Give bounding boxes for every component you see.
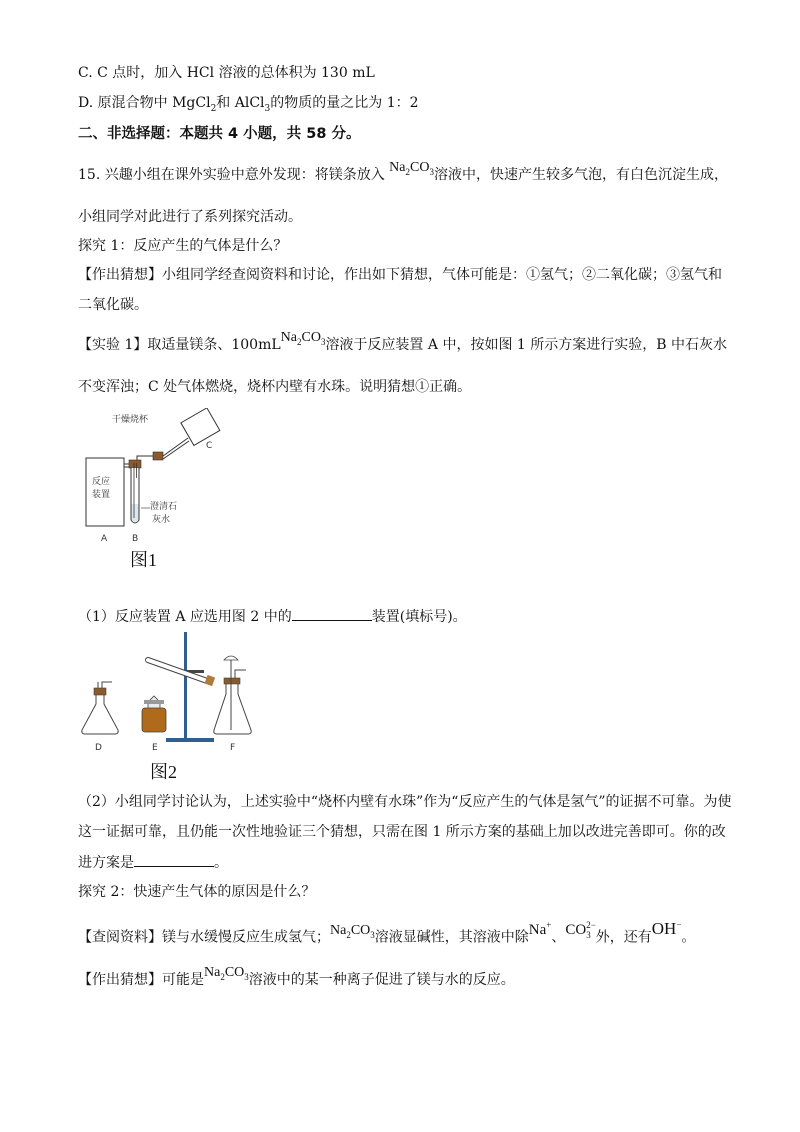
label-c: C	[206, 441, 213, 451]
sub-question-2-line-2: 这一证据可靠，且仍能一次性地验证三个猜想，只需在图 1 所示方案的基础上加以改进完善即可。你的改	[78, 824, 726, 840]
answer-blank-2[interactable]	[134, 852, 214, 867]
sub-question-2-line-3: 进方案是 。	[78, 852, 228, 873]
device-label-2: 装置	[92, 490, 111, 500]
option-d: D. 原混合物中 MgCl$_2$和 AlCl$_3$的物质的量之比为 1：2	[78, 95, 419, 114]
cup-label: 干燥烧杯	[112, 415, 149, 425]
explore-1-heading: 探究 1：反应产生的气体是什么？	[78, 238, 288, 254]
figure-1-apparatus	[78, 408, 248, 544]
hypothesis-line-1: 【作出猜想】小组同学经查阅资料和讨论，作出如下猜想，气体可能是：①氢气；②二氧化碳；③氢气和	[78, 267, 722, 283]
figure-2-apparatus	[78, 630, 268, 755]
flask-f[interactable]	[214, 656, 251, 734]
option-c: C. C 点时，加入 HCl 溶液的总体积为 130 mL	[78, 65, 375, 81]
label-d: D	[95, 743, 102, 753]
formula-na2co3: $Na_2CO_3$	[280, 330, 326, 347]
ion-na: Na+	[528, 919, 552, 938]
hypothesis-2-line: 【作出猜想】可能是$Na_2CO_3$溶液中的某一种离子促进了镁与水的反应。	[78, 965, 515, 988]
label-f: F	[230, 743, 236, 753]
figure-2-caption: 图2	[150, 762, 177, 782]
label-b: B	[132, 534, 139, 544]
experiment-1-line-2: 不变浑浊；C 处气体燃烧，烧杯内壁有水珠。说明猜想①正确。	[78, 379, 472, 395]
explore-2-heading: 探究 2：快速产生气体的原因是什么？	[78, 884, 316, 900]
reference-line: 【查阅资料】镁与水缓慢反应生成氢气；$Na_2CO_3$溶液显碱性，其溶液中除Na+、CO 2− 3 外，还有OH−。	[78, 918, 696, 946]
lime-label-2: 灰水	[152, 515, 171, 525]
figure-1-caption: 图1	[130, 550, 157, 570]
answer-blank-1[interactable]	[292, 606, 372, 621]
hypothesis-line-2: 二氧化碳。	[78, 297, 148, 313]
apparatus-e[interactable]	[142, 632, 215, 742]
q15-intro-line-2: 小组同学对此进行了系列探究活动。	[78, 209, 302, 225]
flask-d[interactable]	[82, 682, 118, 734]
sub-question-2-line-1: （2）小组同学讨论认为，上述实验中“烧杯内壁有水珠”作为“反应产生的气体是氢气”的证据不可靠。为使	[78, 794, 732, 810]
q15-intro-line-1: 15. 兴趣小组在课外实验中意外发现：将镁条放入 $Na_2CO_3$溶液中，快速产生较多气泡，有白色沉淀生成，	[78, 160, 728, 183]
experiment-1-line-1: 【实验 1】取适量镁条、$100mLNa_2CO_3$溶液于反应装置 A 中，按如图 1 所示方案进行实验，B 中石灰水	[78, 330, 727, 353]
lime-label-1: 澄清石	[150, 502, 178, 512]
formula-na2co3: $Na_2CO_3$	[389, 160, 434, 177]
formula-na2co3: $Na_2CO_3$	[204, 965, 249, 982]
ion-oh: OH−	[651, 918, 682, 938]
device-label-1: 反应	[92, 477, 111, 487]
section-heading: 二、非选择题：本题共 4 小题，共 58 分。	[78, 126, 361, 142]
formula-na2co3: $Na_2CO_3$	[330, 922, 375, 940]
sub-question-1: （1）反应装置 A 应选用图 2 中的 装置(填标号)。	[78, 606, 467, 627]
label-e: E	[152, 743, 158, 753]
label-a: A	[101, 534, 108, 544]
ion-co3: CO 2− 3	[565, 920, 596, 941]
